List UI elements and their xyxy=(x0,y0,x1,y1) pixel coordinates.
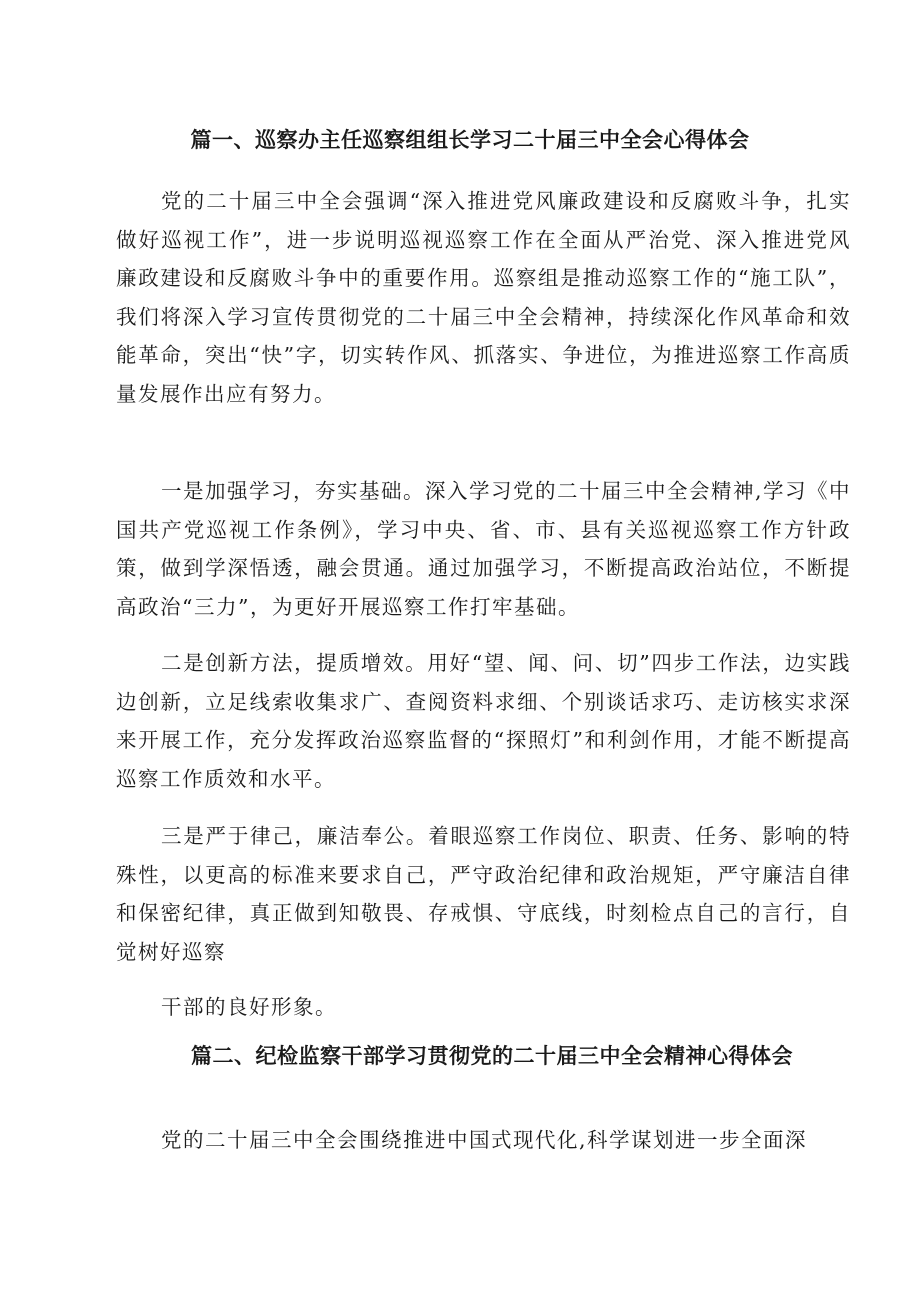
section-2-paragraph-1: 党的二十届三中全会围绕推进中国式现代化,科学谋划进一步全面深 xyxy=(161,1128,808,1152)
section-1-paragraph-3: 二是创新方法，提质增效。用好“望、闻、问、切”四步工作法，边实践边创新，立足线索收集求广、查阅资料求细、个别谈话求巧、走访核实求深来开展工作，充分发挥政治巡察监督的“探照灯”和利剑作用，才能不断提高巡察工作质效和水平。 xyxy=(116,651,851,791)
section-1-paragraph-5: 干部的良好形象。 xyxy=(161,995,337,1019)
section-1-paragraph-1: 党的二十届三中全会强调“深入推进党风廉政建设和反腐败斗争，扎实做好巡视工作”，进一步说明巡视巡察工作在全面从严治党、深入推进党风廉政建设和反腐败斗争中的重要作用。巡察组是推动巡察工作的“施工队”，我们将深入学习宣传贯彻党的二十届三中全会精神，持续深化作风革命和效能革命，突出“快”字，切实转作风、抓落实、争进位，为推进巡察工作高质量发展作出应有努力。 xyxy=(116,189,851,406)
section-1-title: 篇一、巡察办主任巡察组组长学习二十届三中全会心得体会 xyxy=(190,128,750,152)
section-2-title: 篇二、纪检监察干部学习贯彻党的二十届三中全会精神心得体会 xyxy=(191,1044,793,1068)
section-1-paragraph-4: 三是严于律己，廉洁奉公。着眼巡察工作岗位、职责、任务、影响的特殊性，以更高的标准来要求自己，严守政治纪律和政治规矩，严守廉洁自律和保密纪律，真正做到知敬畏、存戒惧、守底线，时刻检点自己的言行，自觉树好巡察 xyxy=(116,824,851,964)
section-1-paragraph-2: 一是加强学习，夯实基础。深入学习党的二十届三中全会精神,学习《中国共产党巡视工作条例》，学习中央、省、市、县有关巡视巡察工作方针政策，做到学深悟透，融会贯通。通过加强学习，不断提高政治站位，不断提高政治“三力”，为更好开展巡察工作打牢基础。 xyxy=(116,479,852,619)
